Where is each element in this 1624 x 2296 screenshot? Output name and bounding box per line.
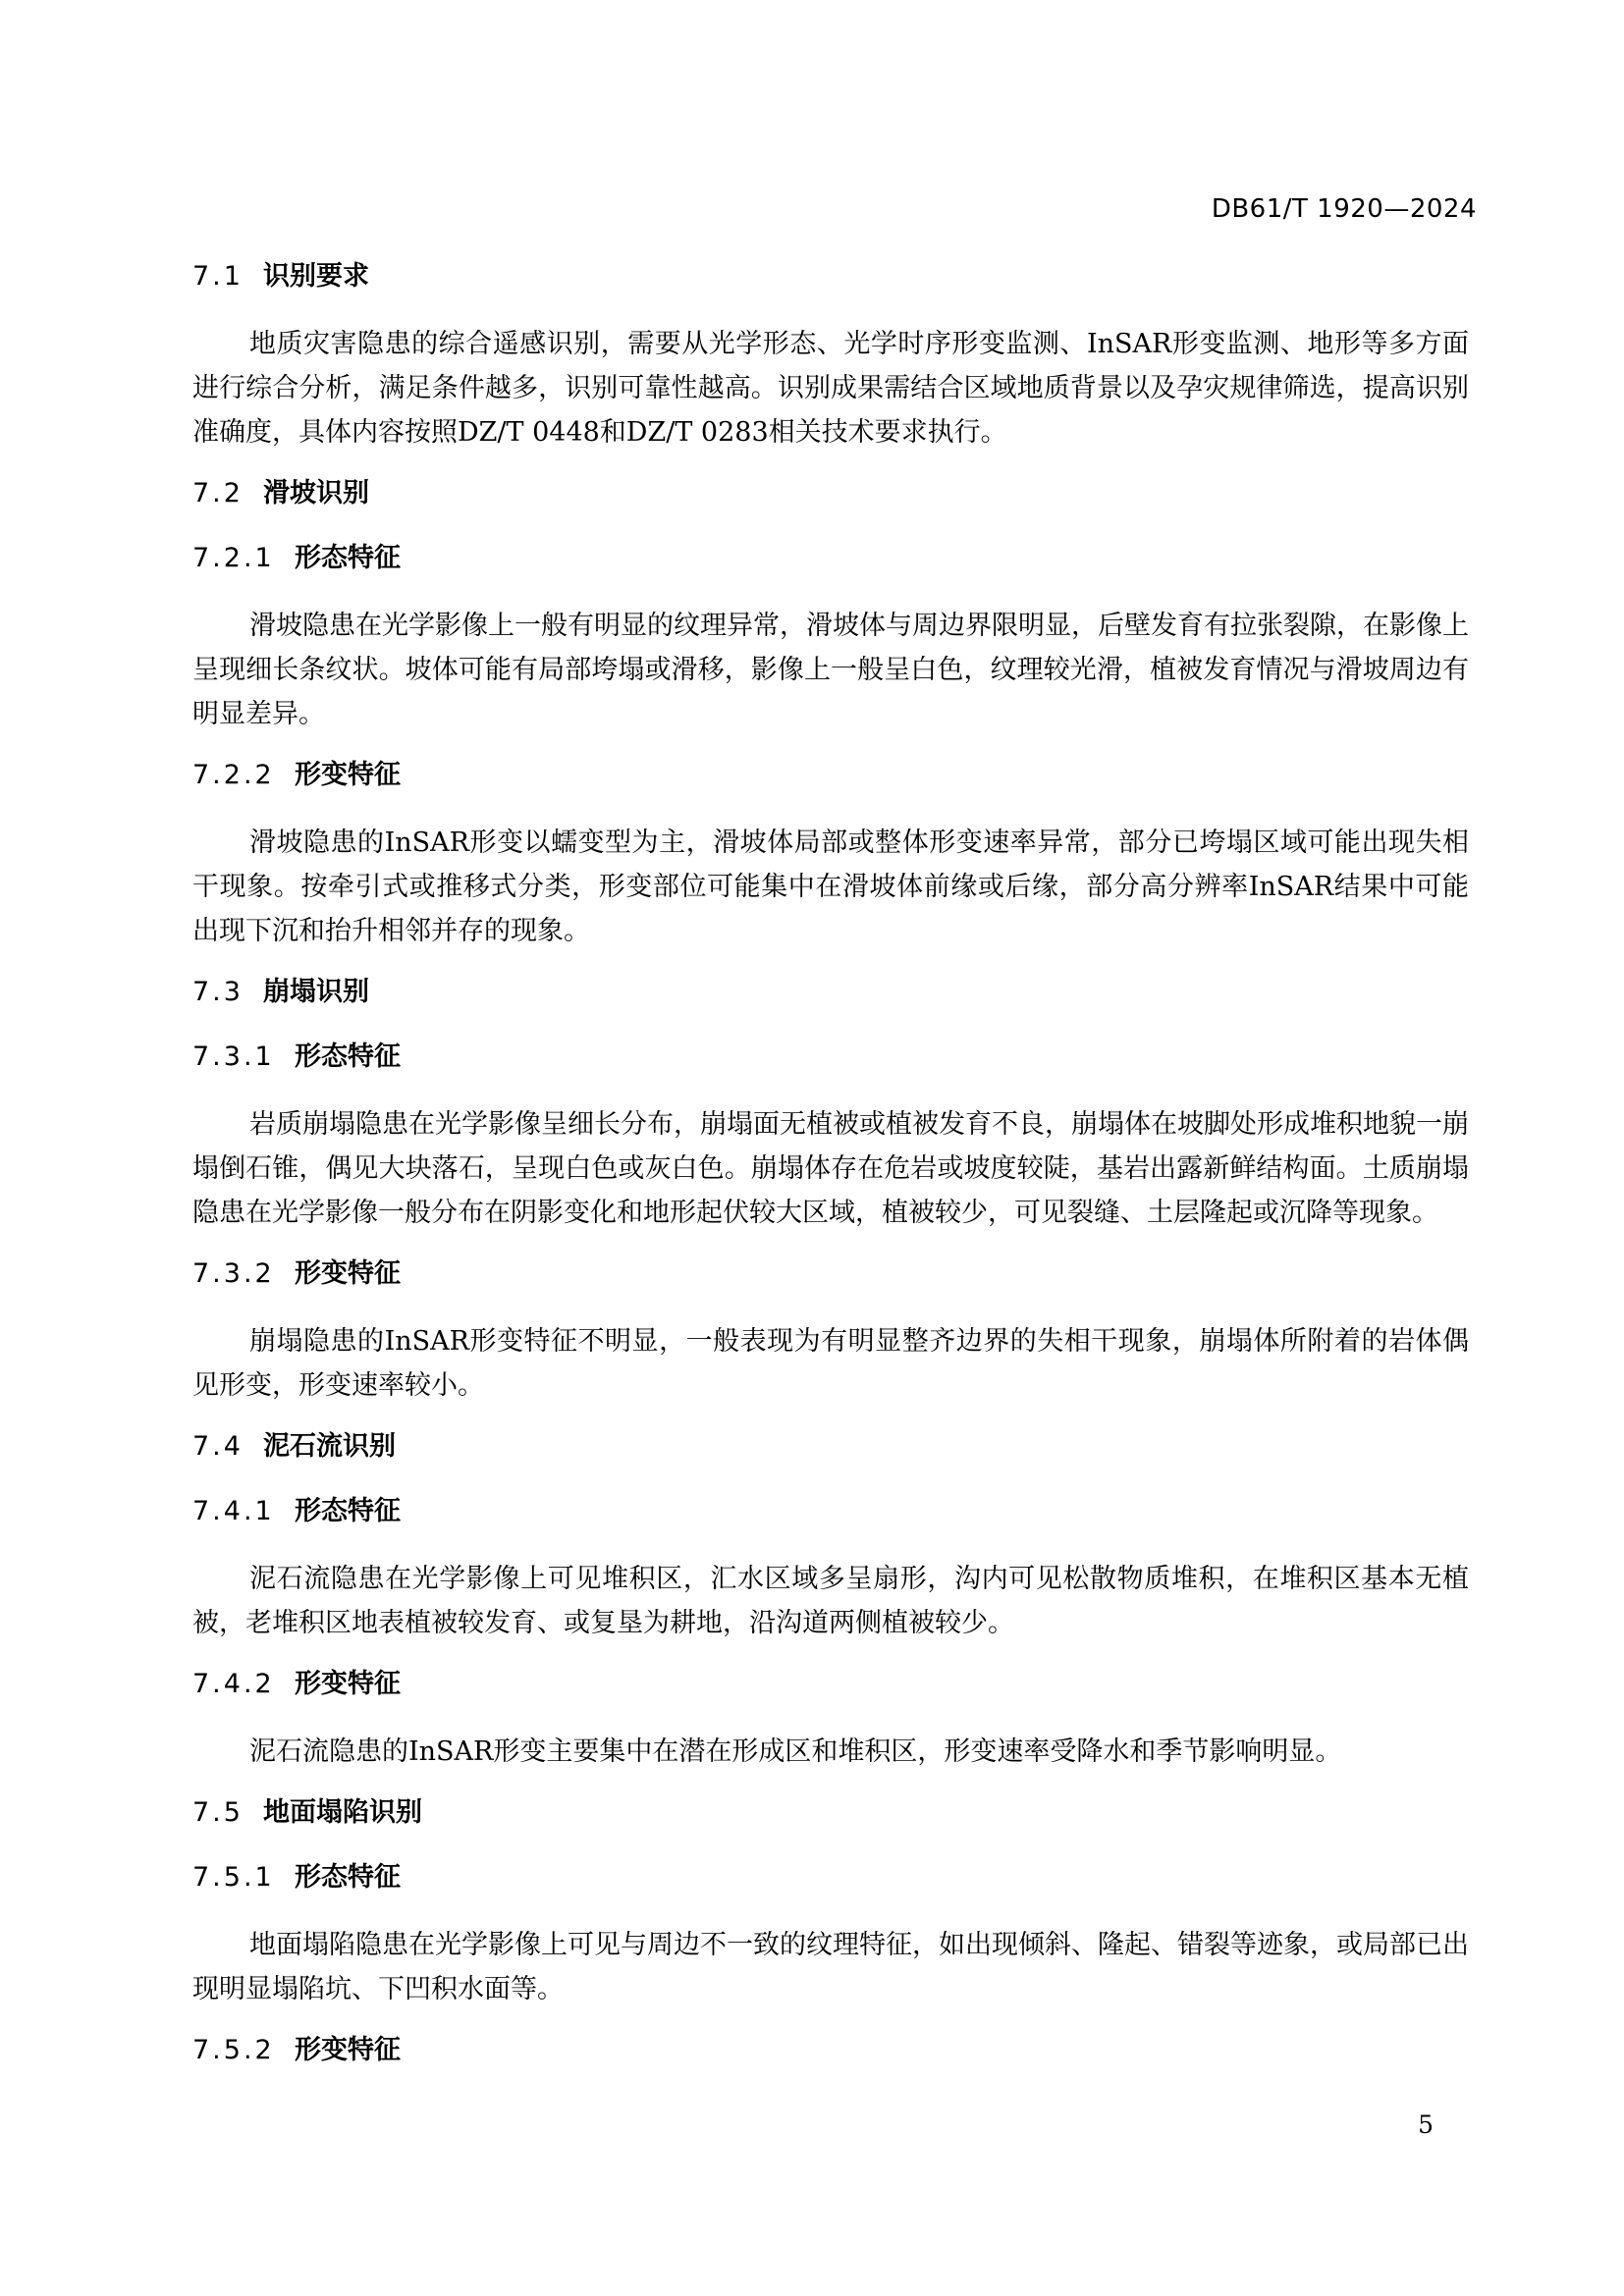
page-number: 5 [1418, 2110, 1434, 2139]
heading-number: 7.5.1 [192, 1862, 275, 1893]
heading-number: 7.5 [192, 1797, 244, 1828]
heading-number: 7.4.2 [192, 1669, 275, 1699]
heading-title: 形态特征 [295, 1862, 401, 1893]
heading-number: 7.2.1 [192, 543, 275, 573]
heading-title: 地面塌陷识别 [263, 1797, 422, 1828]
heading-7-1 [192, 257, 1469, 296]
heading-7-2-1 [192, 539, 1469, 578]
heading-7-3-1 [192, 1038, 1469, 1077]
heading-7-5 [192, 1793, 1469, 1833]
paragraph-landslide-morphology: 滑坡隐患在光学影像上一般有明显的纹理异常，滑坡体与周边界限明显，后壁发育有拉张裂隙，在影像上呈现细长条纹状。坡体可能有局部垮塌或滑移，影像上一般呈白色，纹理较光滑，植被发育情况与滑坡周边有明显差异。 [192, 611, 1469, 729]
heading-title: 形变特征 [295, 760, 401, 790]
paragraph-collapse-deformation: 崩塌隐患的InSAR形变特征不明显，一般表现为有明显整齐边界的失相干现象，崩塌体所附着的岩体偶见形变，形变速率较小。 [192, 1326, 1469, 1401]
heading-7-2 [192, 474, 1469, 513]
heading-title: 泥石流识别 [263, 1431, 396, 1462]
heading-title: 滑坡识别 [263, 478, 369, 508]
heading-7-4-1 [192, 1492, 1469, 1531]
heading-title: 形态特征 [295, 1041, 401, 1072]
heading-title: 形变特征 [295, 2035, 401, 2065]
heading-title: 形变特征 [295, 1669, 401, 1699]
heading-title: 识别要求 [263, 261, 369, 292]
heading-7-5-1 [192, 1858, 1469, 1897]
paragraph-collapse-morphology: 岩质崩塌隐患在光学影像呈细长分布，崩塌面无植被或植被发育不良，崩塌体在坡脚处形成堆积地貌一崩塌倒石锥，偶见大块落石，呈现白色或灰白色。崩塌体存在危岩或坡度较陡，基岩出露新鲜结构面。土质崩塌隐患在光学影像一般分布在阴影变化和地形起伏较大区域，植被较少，可见裂缝、土层隆起或沉降等现象。 [192, 1109, 1469, 1228]
heading-number: 7.4 [192, 1431, 244, 1462]
heading-7-4 [192, 1427, 1469, 1467]
heading-number: 7.2 [192, 478, 244, 508]
paragraph-debris-flow-morphology: 泥石流隐患在光学影像上可见堆积区，汇水区域多呈扇形，沟内可见松散物质堆积，在堆积区基本无植被，老堆积区地表植被较发育、或复垦为耕地，沿沟道两侧植被较少。 [192, 1564, 1469, 1638]
heading-number: 7.2.2 [192, 760, 275, 790]
heading-title: 崩塌识别 [263, 977, 369, 1007]
paragraph-debris-flow-deformation: 泥石流隐患的InSAR形变主要集中在潜在形成区和堆积区，形变速率受降水和季节影响明显。 [249, 1736, 1342, 1767]
heading-title: 形态特征 [295, 1496, 401, 1526]
heading-number: 7.5.2 [192, 2035, 275, 2065]
document-code: DB61/T 1920—2024 [1211, 194, 1477, 224]
paragraph-landslide-deformation: 滑坡隐患的InSAR形变以蠕变型为主，滑坡体局部或整体形变速率异常，部分已垮塌区域可能出现失相干现象。按牵引式或推移式分类，形变部位可能集中在滑坡体前缘或后缘，部分高分辨率InSAR结果中可能出现下沉和抬升相邻并存的现象。 [192, 828, 1469, 946]
heading-number: 7.3.2 [192, 1258, 275, 1289]
heading-7-5-2 [192, 2031, 1469, 2070]
document-body [192, 257, 1469, 2096]
paragraph-ground-subsidence-morphology: 地面塌陷隐患在光学影像上可见与周边不一致的纹理特征，如出现倾斜、隆起、错裂等迹象，或局部已出现明显塌陷坑、下凹积水面等。 [192, 1930, 1469, 2004]
heading-7-2-2 [192, 756, 1469, 795]
heading-number: 7.3.1 [192, 1041, 275, 1072]
heading-7-3-2 [192, 1255, 1469, 1294]
heading-title: 形变特征 [295, 1258, 401, 1289]
heading-7-3 [192, 973, 1469, 1012]
heading-7-4-2 [192, 1665, 1469, 1704]
heading-number: 7.4.1 [192, 1496, 275, 1526]
paragraph-identification-requirements: 地质灾害隐患的综合遥感识别，需要从光学形态、光学时序形变监测、InSAR形变监测、地形等多方面进行综合分析，满足条件越多，识别可靠性越高。识别成果需结合区域地质背景以及孕灾规律筛选，提高识别准确度，具体内容按照DZ/T 0448和DZ/T 0283相关技术要求执行。 [192, 329, 1469, 448]
heading-title: 形态特征 [295, 543, 401, 573]
heading-number: 7.1 [192, 261, 244, 292]
heading-number: 7.3 [192, 977, 244, 1007]
